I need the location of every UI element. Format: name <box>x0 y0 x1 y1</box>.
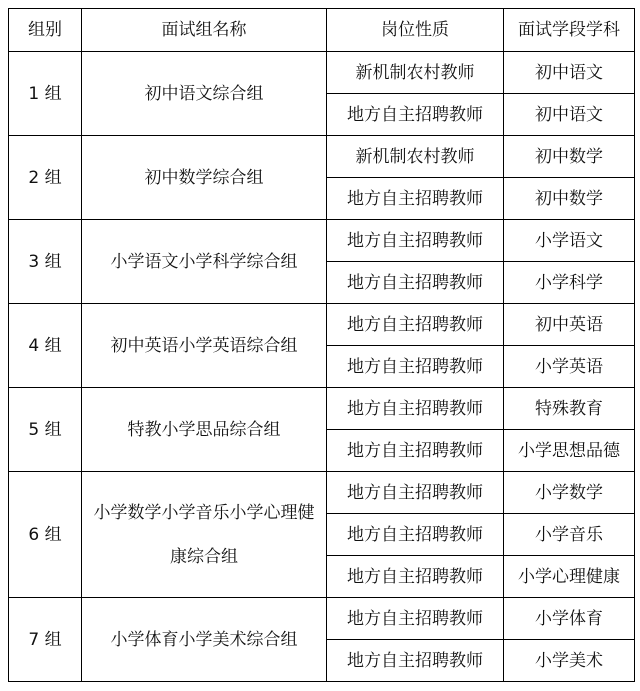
group-label-cell: 3 组 <box>9 220 82 304</box>
group-name-cell: 初中英语小学英语综合组 <box>82 304 327 388</box>
header-group: 组别 <box>9 9 82 52</box>
subject-cell: 初中数学 <box>504 136 635 178</box>
table-row <box>9 304 635 346</box>
header-name: 面试组名称 <box>82 9 327 52</box>
post-type-cell: 地方自主招聘教师 <box>327 430 504 472</box>
group-name-cell: 初中数学综合组 <box>82 136 327 220</box>
subject-cell: 小学体育 <box>504 598 635 640</box>
subject-cell: 小学语文 <box>504 220 635 262</box>
subject-cell: 初中英语 <box>504 304 635 346</box>
group-name-cell: 小学体育小学美术综合组 <box>82 598 327 682</box>
table-row <box>9 136 635 178</box>
subject-cell: 小学数学 <box>504 472 635 514</box>
post-type-cell: 地方自主招聘教师 <box>327 598 504 640</box>
post-type-cell: 地方自主招聘教师 <box>327 388 504 430</box>
post-type-cell: 新机制农村教师 <box>327 52 504 94</box>
group-label-cell: 4 组 <box>9 304 82 388</box>
subject-cell: 特殊教育 <box>504 388 635 430</box>
header-post-type: 岗位性质 <box>327 9 504 52</box>
group-label-cell: 2 组 <box>9 136 82 220</box>
header-subject: 面试学段学科 <box>504 9 635 52</box>
post-type-cell: 地方自主招聘教师 <box>327 556 504 598</box>
post-type-cell: 地方自主招聘教师 <box>327 178 504 220</box>
post-type-cell: 地方自主招聘教师 <box>327 472 504 514</box>
table-row <box>9 52 635 94</box>
subject-cell: 小学英语 <box>504 346 635 388</box>
group-name-cell: 特教小学思品综合组 <box>82 388 327 472</box>
table-row <box>9 598 635 640</box>
post-type-cell: 地方自主招聘教师 <box>327 640 504 682</box>
subject-cell: 小学心理健康 <box>504 556 635 598</box>
table-row <box>9 220 635 262</box>
group-name-cell: 初中语文综合组 <box>82 52 327 136</box>
post-type-cell: 地方自主招聘教师 <box>327 262 504 304</box>
group-name-cell: 小学数学小学音乐小学心理健康综合组 <box>82 472 327 598</box>
table-body <box>9 52 635 682</box>
group-label-cell: 6 组 <box>9 472 82 598</box>
post-type-cell: 地方自主招聘教师 <box>327 514 504 556</box>
interview-groups-table <box>8 8 635 682</box>
group-label-cell: 1 组 <box>9 52 82 136</box>
post-type-cell: 地方自主招聘教师 <box>327 94 504 136</box>
post-type-cell: 地方自主招聘教师 <box>327 346 504 388</box>
post-type-cell: 新机制农村教师 <box>327 136 504 178</box>
group-label-cell: 5 组 <box>9 388 82 472</box>
table-row <box>9 388 635 430</box>
subject-cell: 小学科学 <box>504 262 635 304</box>
subject-cell: 初中语文 <box>504 94 635 136</box>
group-label-cell: 7 组 <box>9 598 82 682</box>
subject-cell: 小学思想品德 <box>504 430 635 472</box>
subject-cell: 小学音乐 <box>504 514 635 556</box>
table-row <box>9 472 635 514</box>
group-name-cell: 小学语文小学科学综合组 <box>82 220 327 304</box>
subject-cell: 初中数学 <box>504 178 635 220</box>
subject-cell: 初中语文 <box>504 52 635 94</box>
table-header-row <box>9 9 635 52</box>
post-type-cell: 地方自主招聘教师 <box>327 304 504 346</box>
post-type-cell: 地方自主招聘教师 <box>327 220 504 262</box>
subject-cell: 小学美术 <box>504 640 635 682</box>
